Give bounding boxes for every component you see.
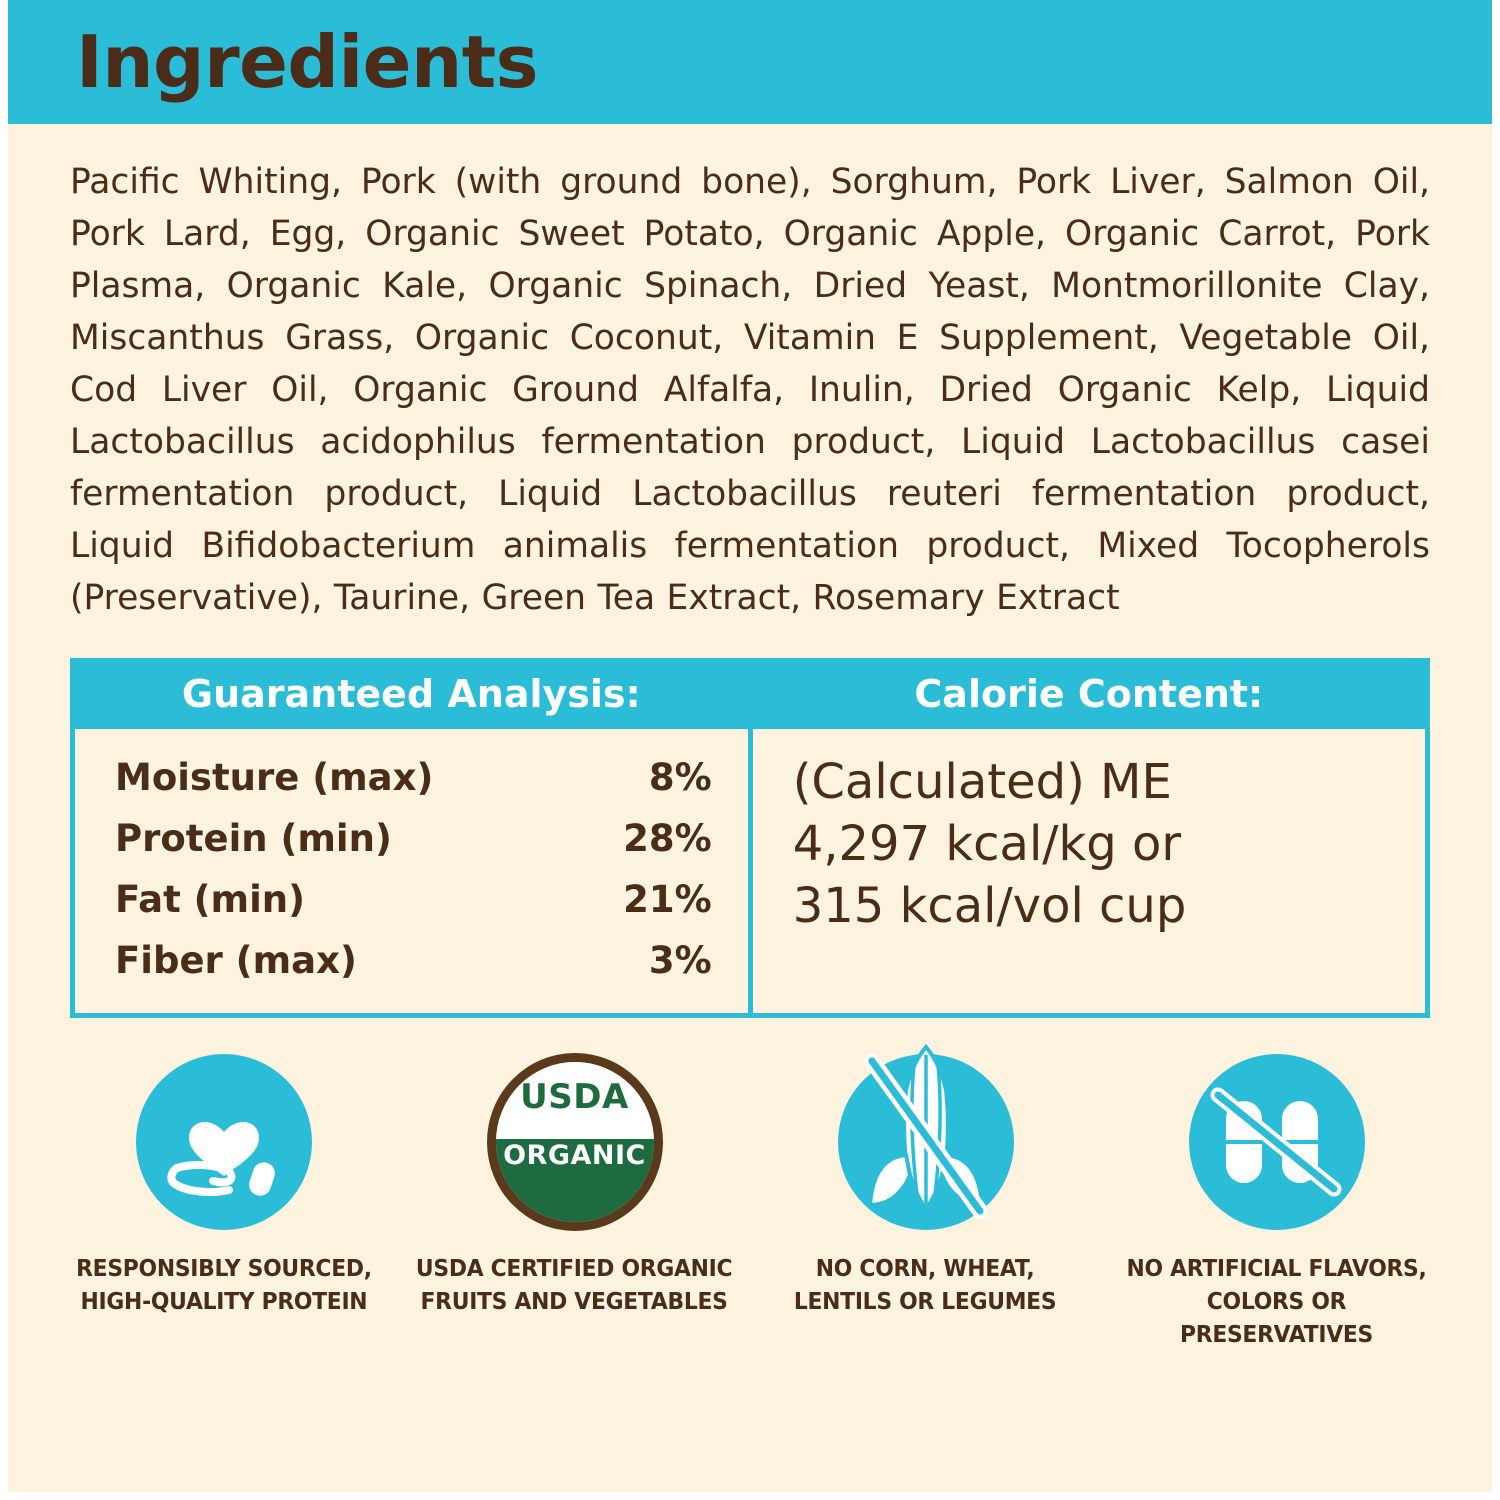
no-capsules-icon (1189, 1054, 1365, 1230)
badge-caption (416, 1252, 732, 1318)
usda-seal-bottom-text: ORGANIC (503, 1140, 646, 1172)
badge-no-artificial (1101, 1054, 1452, 1351)
badge-caption-line: NO ARTIFICIAL FLAVORS, (1126, 1254, 1427, 1282)
nutrient-value: 3% (648, 939, 712, 982)
guaranteed-analysis-heading: Guaranteed Analysis: (181, 672, 641, 716)
table-row (115, 808, 712, 869)
badge-usda-organic (399, 1054, 750, 1351)
no-corn-icon (838, 1054, 1014, 1230)
badge-caption (1113, 1252, 1439, 1351)
badge-caption-line: FRUITS AND VEGETABLES (420, 1287, 729, 1315)
badge-caption-line: COLORS OR PRESERVATIVES (1180, 1287, 1373, 1348)
nutrient-value: 28% (623, 817, 712, 860)
calorie-line: 4,297 kcal/kg or (792, 816, 1182, 872)
header-bar (8, 0, 1492, 124)
badge-caption-line: HIGH-QUALITY PROTEIN (80, 1287, 367, 1315)
analysis-panels (70, 658, 1430, 1018)
usda-seal (487, 1053, 663, 1231)
badge-row (48, 1054, 1452, 1351)
usda-seal-top-text: USDA (520, 1077, 629, 1118)
ingredients-text: Pacific Whiting, Pork (with ground bone), Sorghum, Pork Liver, Salmon Oil, Pork Lard, Egg, Organic Sweet Potato, Organic Apple, Organic Carrot, Pork Plasma, Organic Kale, Organic Spinach, Dried Yeast, Montmorillonite Clay, Miscanthus Grass, Organic Coconut, Vitamin E Supplement, Vegetable Oil, Cod Liver Oil, Organic Ground Alfalfa, Inulin, Dried Organic Kelp, Liquid Lactobacillus acidophilus fermentation product, Liquid Lactobacillus casei fermentation product, Liquid Lactobacillus reuteri fermentation product, Liquid Bifidobacterium animalis fermentation product, Mixed Tocopherols (Preservative), Taurine, Green Tea Extract, Rosemary Extract (70, 162, 1430, 618)
calorie-content-heading: Calorie Content: (914, 672, 1264, 716)
badge-caption-line: RESPONSIBLY SOURCED, (75, 1254, 372, 1282)
badge-caption-line: USDA CERTIFIED ORGANIC (416, 1254, 733, 1282)
badge-responsibly-sourced (48, 1054, 399, 1351)
heart-in-hand-icon (136, 1054, 312, 1230)
table-row (115, 930, 712, 991)
usda-seal-divider (496, 1132, 654, 1139)
guaranteed-analysis-panel (75, 663, 753, 1013)
nutrient-label: Protein (min) (115, 817, 392, 860)
calorie-content-panel (753, 663, 1425, 1013)
nutrient-value: 8% (648, 756, 712, 799)
usda-seal-bottom (496, 1132, 654, 1222)
usda-seal-top (496, 1062, 654, 1132)
calorie-line: 315 kcal/vol cup (792, 878, 1187, 934)
nutrient-label: Fat (min) (115, 878, 306, 921)
guaranteed-analysis-header (75, 663, 748, 729)
badge-no-corn (750, 1054, 1101, 1351)
table-row (115, 869, 712, 930)
nutrient-value: 21% (623, 878, 712, 921)
ingredients-section (8, 124, 1492, 624)
badge-caption-line: LENTILS OR LEGUMES (794, 1287, 1057, 1315)
usda-organic-seal-icon (487, 1054, 663, 1230)
calorie-line: (Calculated) ME (792, 754, 1172, 810)
table-row (115, 747, 712, 808)
nutrient-label: Moisture (max) (115, 756, 434, 799)
badge-caption (76, 1252, 372, 1318)
badge-caption-line: NO CORN, WHEAT, (816, 1254, 1035, 1282)
nutrient-label: Fiber (max) (115, 939, 357, 982)
badge-caption (794, 1252, 1056, 1318)
page-title: Ingredients (76, 20, 539, 104)
calorie-content-body (753, 729, 1425, 963)
guaranteed-analysis-table (75, 729, 748, 1013)
calorie-content-header (753, 663, 1425, 729)
